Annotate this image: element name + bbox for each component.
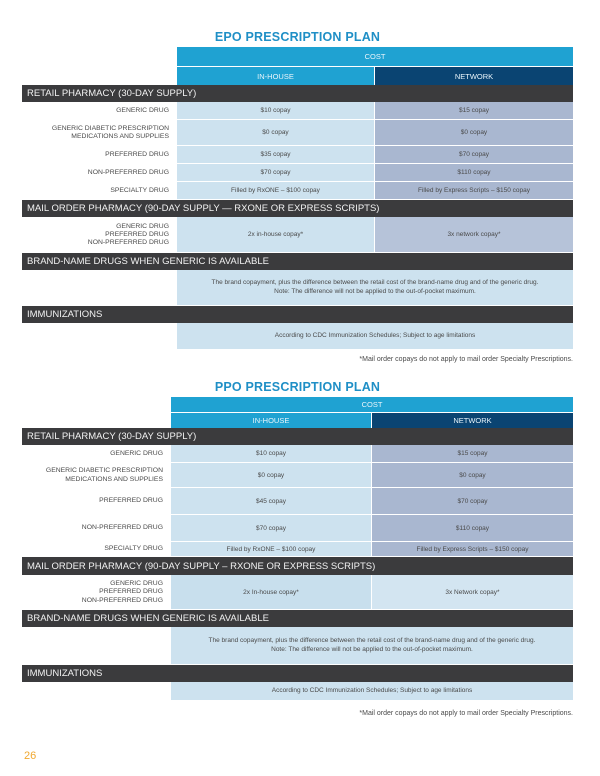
row-label xyxy=(22,542,171,557)
table-row xyxy=(22,445,573,463)
in-house-value: $70 copay xyxy=(177,164,375,182)
row-label-text: PREFERRED DRUG xyxy=(105,230,169,238)
network-value: 3x Network copay* xyxy=(372,575,573,610)
footnote: *Mail order copays do not apply to mail order Specialty Prescriptions. xyxy=(359,356,573,363)
table-row xyxy=(22,323,573,350)
row-label xyxy=(22,102,177,120)
footnote: *Mail order copays do not apply to mail order Specialty Prescriptions. xyxy=(359,710,573,717)
table-row xyxy=(22,146,573,164)
in-house-value: $0 copay xyxy=(171,463,372,488)
network-value: $70 copay xyxy=(372,488,573,515)
row-label-text: PREFERRED DRUG xyxy=(99,588,163,596)
immunizations-value: According to CDC Immunization Schedules; Subject to age limitations xyxy=(177,323,573,350)
table-row xyxy=(22,488,573,515)
brand-name-note: Note: The difference will not be applied to the out-of-pocket maximum. xyxy=(271,645,473,653)
page-number: 26 xyxy=(24,750,37,762)
in-house-value: $0 copay xyxy=(177,120,375,146)
col-in-house: IN-HOUSE xyxy=(177,67,375,85)
in-house-value: Filled by RxONE – $100 copay xyxy=(171,542,372,557)
table-row xyxy=(22,463,573,488)
network-value: $15 copay xyxy=(372,445,573,463)
table-row xyxy=(22,575,573,610)
row-label xyxy=(22,146,177,164)
brand-name-line: The brand copayment, plus the difference between the retail cost of the brand-name drug and of the generic drug. xyxy=(208,636,536,644)
row-label xyxy=(22,164,177,182)
section-mail-order-pharmacy: MAIL ORDER PHARMACY (90-DAY SUPPLY — RXONE OR EXPRESS SCRIPTS) xyxy=(22,200,573,217)
table-row xyxy=(22,515,573,542)
in-house-value: 2x In-house copay* xyxy=(171,575,372,610)
section-retail-pharmacy: RETAIL PHARMACY (30-DAY SUPPLY) xyxy=(22,428,573,445)
row-label xyxy=(22,120,177,146)
row-label-text: SPECIALTY DRUG xyxy=(110,186,169,194)
row-label xyxy=(22,182,177,200)
row-label-text: GENERIC DIABETIC PRESCRIPTION xyxy=(45,467,163,475)
row-label xyxy=(22,217,177,253)
row-label-text: GENERIC DIABETIC PRESCRIPTION xyxy=(51,124,169,132)
in-house-value: $70 copay xyxy=(171,515,372,542)
section-retail-pharmacy: RETAIL PHARMACY (30-DAY SUPPLY) xyxy=(22,85,573,102)
table-row xyxy=(22,102,573,120)
row-label-empty xyxy=(22,270,177,306)
in-house-value: $10 copay xyxy=(177,102,375,120)
row-label-text: NON-PREFERRED DRUG xyxy=(87,168,169,176)
row-label xyxy=(22,488,171,515)
col-network: NETWORK xyxy=(372,413,573,428)
epo-plan-title: EPO PRESCRIPTION PLAN xyxy=(214,30,381,44)
section-mail-order-pharmacy: MAIL ORDER PHARMACY (90-DAY SUPPLY – RXONE OR EXPRESS SCRIPTS) xyxy=(22,557,573,575)
row-label-text: PREFERRED DRUG xyxy=(105,150,169,158)
table-row xyxy=(22,627,573,665)
brand-name-line: The brand copayment, plus the difference between the retail cost of the brand-name drug and of the generic drug. xyxy=(211,278,539,286)
brand-name-description xyxy=(177,270,573,306)
in-house-value: Filled by RxONE – $100 copay xyxy=(177,182,375,200)
row-label-text: PREFERRED DRUG xyxy=(99,497,163,505)
row-label-text: GENERIC DRUG xyxy=(110,580,163,588)
row-label-text: NON-PREFERRED DRUG xyxy=(87,239,169,247)
row-label xyxy=(22,575,171,610)
table-row xyxy=(22,270,573,306)
row-label xyxy=(22,463,171,488)
column-headers xyxy=(171,413,573,428)
in-house-value: 2x in-house copay* xyxy=(177,217,375,253)
row-label-empty xyxy=(22,627,171,665)
network-value: $70 copay xyxy=(375,146,573,164)
section-brand-name-drugs: BRAND-NAME DRUGS WHEN GENERIC IS AVAILABLE xyxy=(22,253,573,270)
table-row xyxy=(22,542,573,557)
in-house-value: $45 copay xyxy=(171,488,372,515)
cost-header: COST xyxy=(171,397,573,413)
table-row xyxy=(22,164,573,182)
in-house-value: $35 copay xyxy=(177,146,375,164)
ppo-plan-title: PPO PRESCRIPTION PLAN xyxy=(214,380,381,394)
row-label-text: NON-PREFERRED DRUG xyxy=(81,596,163,604)
section-immunizations: IMMUNIZATIONS xyxy=(22,306,573,323)
brand-name-description xyxy=(171,627,573,665)
row-label-empty xyxy=(22,323,177,350)
network-value: $110 copay xyxy=(375,164,573,182)
col-network: NETWORK xyxy=(375,67,573,85)
table-row xyxy=(22,120,573,146)
row-label xyxy=(22,445,171,463)
brand-name-note: Note: The difference will not be applied to the out-of-pocket maximum. xyxy=(274,287,476,295)
row-label-text: MEDICATIONS AND SUPPLIES xyxy=(65,475,163,483)
row-label-text: NON-PREFERRED DRUG xyxy=(81,524,163,532)
table-row xyxy=(22,182,573,200)
col-in-house: IN-HOUSE xyxy=(171,413,372,428)
immunizations-value: According to CDC Immunization Schedules; Subject to age limitations xyxy=(171,682,573,701)
in-house-value: $10 copay xyxy=(171,445,372,463)
section-brand-name-drugs: BRAND-NAME DRUGS WHEN GENERIC IS AVAILABLE xyxy=(22,610,573,627)
row-label-text: SPECIALTY DRUG xyxy=(104,545,163,553)
row-label-text: GENERIC DRUG xyxy=(116,106,169,114)
row-label-text: MEDICATIONS AND SUPPLIES xyxy=(71,133,169,140)
row-label-empty xyxy=(22,682,171,701)
network-value: Filled by Express Scripts – $150 copay xyxy=(375,182,573,200)
row-label-text: GENERIC DRUG xyxy=(116,222,169,230)
column-headers xyxy=(177,67,573,85)
section-immunizations: IMMUNIZATIONS xyxy=(22,665,573,682)
ppo-plan-table xyxy=(22,380,573,717)
epo-plan-table xyxy=(22,30,573,363)
table-row xyxy=(22,682,573,701)
network-value: $0 copay xyxy=(372,463,573,488)
network-value: 3x network copay* xyxy=(375,217,573,253)
row-label xyxy=(22,515,171,542)
network-value: $15 copay xyxy=(375,102,573,120)
network-value: Filled by Express Scripts – $150 copay xyxy=(372,542,573,557)
network-value: $110 copay xyxy=(372,515,573,542)
network-value: $0 copay xyxy=(375,120,573,146)
table-row xyxy=(22,217,573,253)
row-label-text: GENERIC DRUG xyxy=(110,449,163,457)
cost-header: COST xyxy=(177,47,573,67)
